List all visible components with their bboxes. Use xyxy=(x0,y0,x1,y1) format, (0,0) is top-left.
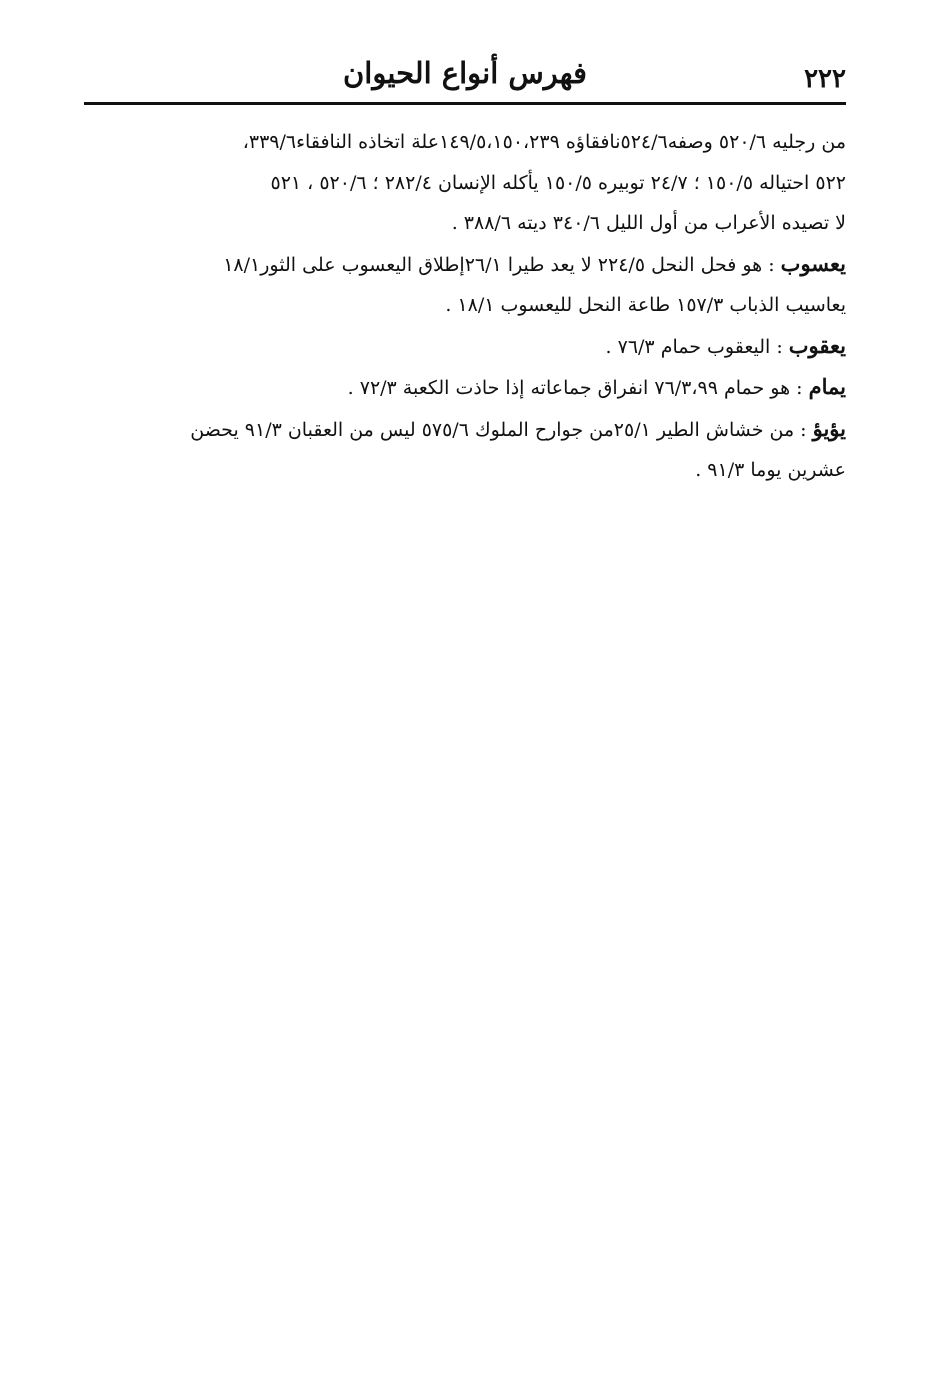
entry-term: يمام xyxy=(808,374,846,399)
index-entry-yamam xyxy=(80,367,846,409)
entry-line: من رجليه ٥٢٠/٦ وصفه٥٢٤/٦نافقاؤه ١٤٩/٥،١٥٠،٢٣٩علة اتخاذه النافقاء٣٣٩/٦، xyxy=(242,131,846,153)
entry-text: : من خشاش الطير ٢٥/١من جوارح الملوك ٥٧٥/٦ ليس من العقبان ٩١/٣ يحضن xyxy=(190,418,813,441)
index-entry-continuation xyxy=(80,122,846,244)
index-entry-yuyu xyxy=(80,409,846,491)
entry-text: : هو فحل النحل ٢٢٤/٥ لا يعد طيرا ٢٦/١إطلاق اليعسوب على الثور١٨/١ xyxy=(223,253,781,276)
entry-line: لا تصيده الأعراب من أول الليل ٣٤٠/٦ ديته ٣٨٨/٦ . xyxy=(451,212,846,234)
index-content xyxy=(80,122,846,491)
entry-line xyxy=(80,409,846,451)
entry-term: يعقوب xyxy=(788,332,846,358)
entry-text: : هو حمام ٧٦/٣،٩٩ انفراق جماعاته إذا حاذت الكعبة ٧٢/٣ . xyxy=(347,377,809,399)
entry-term: يؤيؤ xyxy=(812,415,846,441)
entry-line xyxy=(80,244,846,286)
entry-line: يعاسيب الذباب ١٥٧/٣ طاعة النحل لليعسوب ١٨/١ . xyxy=(445,294,846,316)
page-header xyxy=(84,50,846,102)
index-entry-yasub xyxy=(80,244,846,326)
entry-line xyxy=(80,326,846,368)
index-entry-yaqub xyxy=(80,326,846,368)
entry-line: ٥٢٢ احتياله ١٥٠/٥ ؛ ٢٤/٧ توبيره ١٥٠/٥ يأكله الإنسان ٢٨٢/٤ ؛ ٥٢٠/٦ ، ٥٢١ xyxy=(270,171,846,194)
header-rule xyxy=(84,102,846,105)
entry-term: يعسوب xyxy=(780,250,846,276)
entry-line: عشرين يوما ٩١/٣ . xyxy=(695,459,846,481)
page-number: ٢٢٢ xyxy=(804,64,846,94)
entry-text: : اليعقوب حمام ٧٦/٣ . xyxy=(605,335,789,358)
running-title: فهرس أنواع الحيوان xyxy=(343,56,587,90)
entry-line xyxy=(80,367,846,409)
